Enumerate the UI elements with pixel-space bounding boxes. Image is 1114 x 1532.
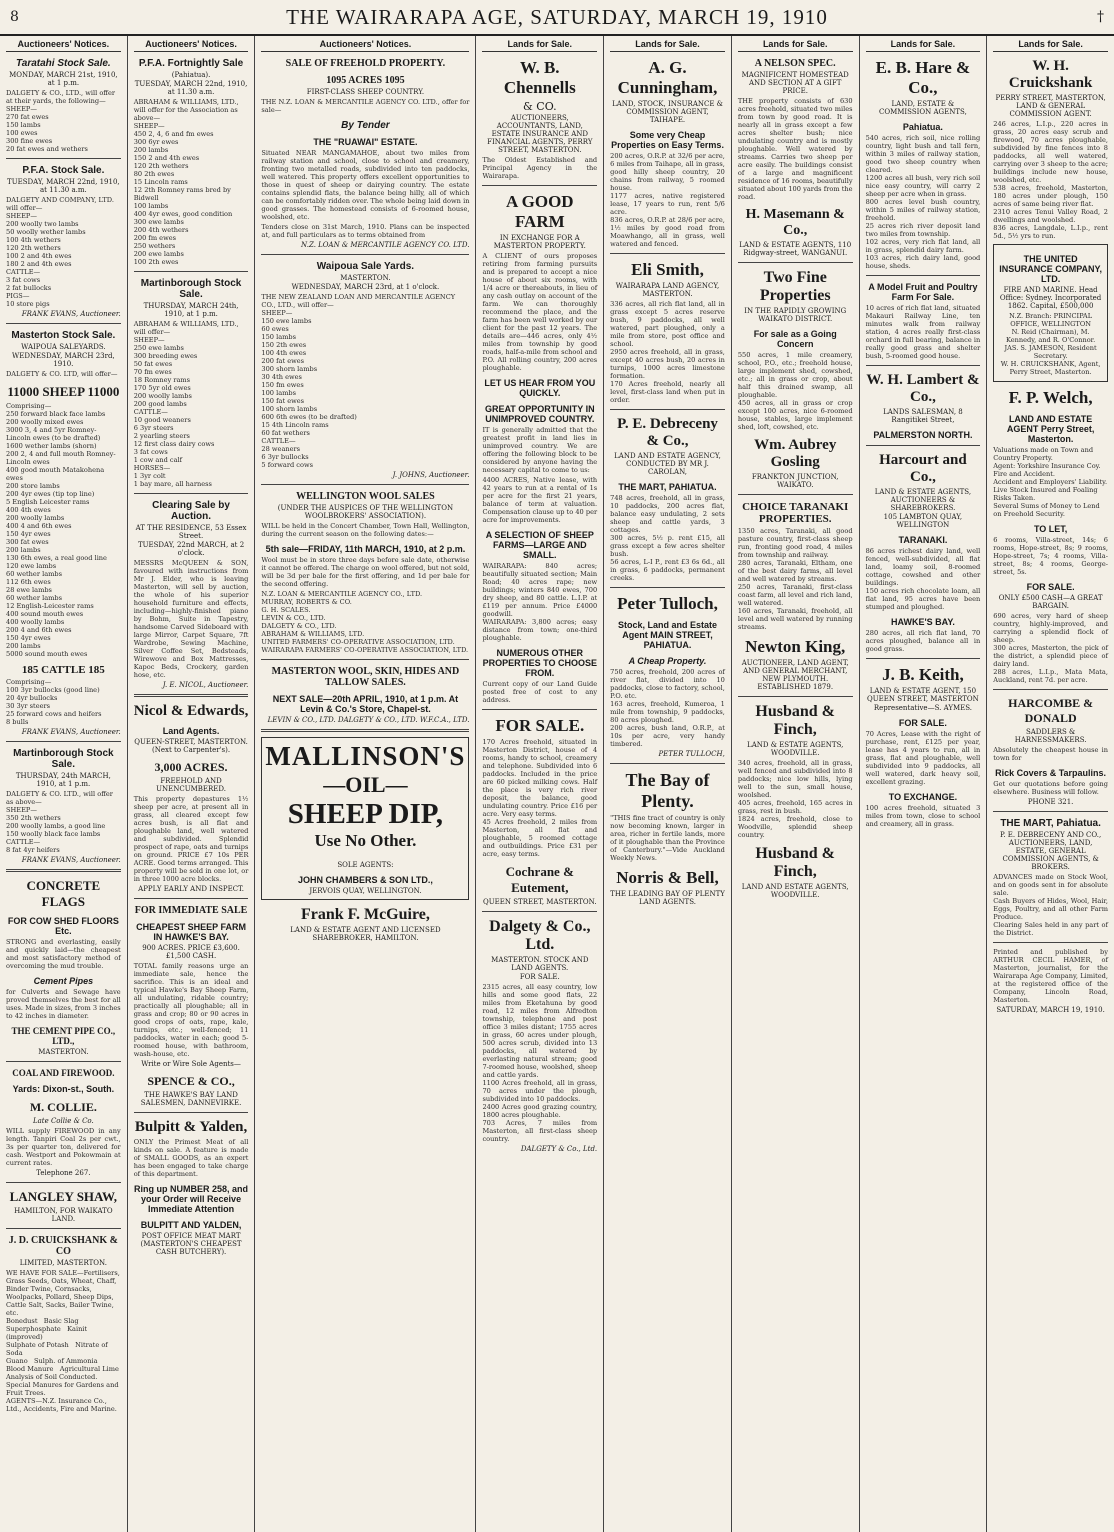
notice-signature: FRANK EVANS, Auctioneer. [21,856,121,864]
ad-title: W. H. Lambert & Co., [866,372,980,405]
notice-headline: 185 CATTLE 185 [21,664,105,676]
column-1 [0,36,128,1532]
ad-subtitle: ONLY £500 CASH—A GREAT BARGAIN. [998,594,1103,610]
ad-body: IT is generally admitted that the greatest profit in land lies in unimproved country. We are offering the following block to be considered by anyone having the necessary capital to come to us: [482,426,600,474]
ad-subtitle: P. E. DEBRECENY AND CO., AUCTIONEERS, LAND, ESTATE, GENERAL COMMISSION AGENTS, & BROKERS. [1000,831,1102,871]
notice-list: N.Z. LOAN & MERCANTILE AGENCY CO., LTD. MURRAY, ROBERTS & CO. G. H. SCALES. LEVIN & CO., LTD. DALGETY & CO., LTD. ABRAHAM & WILLIAMS, LTD. UNITED FARMERS' CO-OPERATIVE ASSOCIATION, LTD. WAIRARAPA FARMERS' CO-OPERATIVE ASSOCIATION, LTD. [261,590,469,654]
ad-subtitle: AUCTIONEER, LAND AGENT, AND GENERAL MERCHANT, NEW PLYMOUTH. ESTABLISHED 1879. [741,659,849,691]
ad-title: CHOICE TARANAKI PROPERTIES. [742,501,849,525]
notice-signature: FRANK EVANS, Auctioneer. [21,728,121,736]
column-4 [476,36,604,1532]
ad-subtitle: LANDS SALESMAN, 8 Rangitikei Street, [883,408,963,424]
ad-body: 750 acres, freehold, 200 acres of river flat, divided into 10 paddocks, close to factory, school, P.O. etc. 163 acres, freehold, Kumeroa, 1 mile from township, 9 paddocks, 80 acres ploughed. 200 acres, bush land, O.R.P., at 10s per acre, very handy timbered. [610,668,725,748]
ad-subtitle: FRANKTON JUNCTION, WAIKATO. [751,473,839,489]
notice-title: Martinborough Stock Sale. [140,278,242,300]
insurance-ad [993,244,1108,382]
notice-title: Martinborough Stock Sale. [13,748,114,770]
ad-title: THE MART, Pahiatua. [1000,818,1101,829]
notice-body: WILL be held in the Concert Chamber, Town Hall, Wellington, during the current season on the following dates:— [261,522,472,538]
notice-body: Comprising— 250 forward black face lambs 200 woolly mixed ewes 3000 3, 4 and 5yr Romney-Lincoln ewes (to be drafted) 1600 wether lambs (shorn) 200 2, 4 and full mouth Romney-Lincoln ewes 400 good mouth Matakohena ewes 200 store lambs 200 4yr ewes (tip top line) 5 English Leicester rams 400 4th ewes 200 woolly lambs 400 4 and 6th ewes 150 4yr ewes 300 fat ewes 200 lambs 130 6th ewes, a real good line 120 ewe lambs 60 wether lambs 112 6th ewes 28 ewe lambs 60 wether lambs 12 English-Leicester rams 400 sound mouth ewes 400 woolly lambs 200 4 and 6th ewes 150 4yr ewes 200 lambs 5000 sound mouth ewes [6,402,116,658]
notice-date: THURSDAY, 24th MARCH, 1910, at 1 p.m. [15,772,111,788]
ad-title: HARCOMBE & DONALD [1008,696,1094,725]
notice-headline: By Tender [341,120,390,131]
ad-body: THE property consists of 630 acres freehold, situated two miles from town by good road. It is nearly all in grass except a few acres shelter bush; nice undulating country and is mostly ploughable. Well watered by streams. Carries two sheep per acre easily. The buildings consist of a large and magnificent residence of 16 rooms, beautifully situated about 100 yards from the road. [737,97,855,201]
ad-body: STRONG and everlasting, easily and quickly laid—the cheapest and most satisfactory method of overcoming the mud trouble. [6,938,123,970]
ad-title: Peter Tulloch, [617,594,718,613]
ad-title: CONCRETE FLAGS [26,878,101,909]
ad-signature: DALGETY & Co., Ltd. [520,1145,598,1153]
notice-body: Wool must be in store three days before sale date, otherwise it cannot be offered. The charge on wool offered, but not sold, will be 3d per bale for the first offering, and 1d per bale for the second offering. [261,556,472,588]
notice-headline: 1095 ACRES 1095 [326,75,405,86]
ad-subtitle: POST OFFICE MEAT MART (MASTERTON'S CHEAPEST CASH BUTCHERY). [140,1232,242,1256]
ad-title: Dalgety & Co., Ltd. [489,918,591,953]
ad-headline: TO LET, [1033,524,1068,534]
notice-subtitle: (Pahiatua). [171,71,211,79]
ad-title: Newton King, [745,637,846,656]
ad-title: J. B. Keith, [882,665,964,684]
ad-subtitle: PALMERSTON NORTH. [873,430,973,440]
ad-body: 4400 ACRES, Native lease, with 42 years to run at a rental of 1s per acre for the first 21 years, balance of term at valuation. Compensation clause up to 40 per acre for improvements. [482,476,600,524]
ad-subtitle: CHEAPEST SHEEP FARM IN HAWKE'S BAY. [136,922,246,942]
ad-title: LANGLEY SHAW, [9,1189,118,1204]
notice-body: Situated NEAR MANGAMAHOE, about two miles from railway station and school, close to school and creamery, fronting two metalled roads, subdivided into ten paddocks, well watered. This property offers excellent opportunities to those in quest of sheep or dairying country. The estate contains splendid flats, the balance being hilly, all of which can be comfortably ridden over. The whole being laid down in good grasses. The homestead consists of 6-roomed house, woolshed, etc. [261,149,472,221]
ad-subtitle: FREEHOLD AND UNENCUMBERED. [156,777,226,793]
ad-title: M. COLLIE. [29,1100,97,1114]
ad-title: The Bay of Plenty. [625,770,710,811]
ad-subtitle: MAGNIFICENT HOMESTEAD AND SECTION AT A GIFT PRICE. [741,71,849,95]
ad-title: MALLINSON'S [265,741,466,771]
ad-subtitle: FOR SALE. [519,973,560,981]
ad-title: THE UNITED INSURANCE COMPANY, LTD. [999,254,1103,284]
ad-subtitle: QUEEN STREET, MASTERTON. [483,898,597,906]
ad-body: 690 acres, very hard of sheep country, highly-improved, and carrying a splendid flock of sheep. 300 acres, Masterton, the pick of the district, a splendid piece of dairy land. 288 acres, L.I.p., Mata Mata, Auckland, rent 7d. per acre. [993,612,1108,684]
notice-subtitle: AT THE RESIDENCE, 53 Essex Street. [135,524,247,540]
ad-subtitle: LAND AND ESTATE AGENTS, WOODVILLE. [741,883,849,899]
ad-title: E. B. Hare & Co., [875,58,971,97]
ad-title: FOR IMMEDIATE SALE [134,905,248,916]
ad-title: W. B. Chennells [503,58,576,97]
ad-subtitle: LAND & ESTATE AGENT AND LICENSED SHAREBROKER, HAMILTON. [290,926,441,942]
notice-subtitle: (UNDER THE AUSPICES OF THE WELLINGTON WOOLBROKERS' ASSOCIATION). [277,504,454,520]
notice-body: THE NEW ZEALAND LOAN AND MERCANTILE AGENCY CO., LTD., will offer— SHEEP— 150 ewe lambs 60 ewes 150 lambs 150 2th ewes 100 4th ewes 200 fat ewes 300 shorn lambs 30 4th ewes 150 fm ewes 100 lambs 150 fat ewes 100 shorn lambs 600 6th ewes (to be drafted) 15 4th Lincoln rams 60 fat wethers CATTLE— 28 weaners 6 3yr bullocks 5 forward cows [261,293,456,469]
column-5 [604,36,732,1532]
ad-subtitle: FOR COW SHED FLOORS Etc. [7,916,119,936]
column-header: Lands for Sale. [866,39,981,52]
ad-title: Bulpitt & Yalden, [134,1119,248,1135]
column-header: Lands for Sale. [610,39,725,52]
ad-body: 550 acres, 1 mile creamery, school, P.O., etc.; freehold house, large implement shed, cowshed, etc.; all in grass or crop, about half this drained swamp, all ploughable. 450 acres, all in grass or crop except 100 acres, nice 6-roomed house, stables, large implement shed, loft, cowshed, etc. [737,351,853,431]
column-header: Auctioneers' Notices. [134,39,249,52]
notice-title: P.F.A. Stock Sale. [22,165,105,176]
ad-headline: HAWKE'S BAY. [891,617,955,627]
ad-body: TOTAL family reasons urge an immediate sale, hence the sacrifice. This is an ideal and typical Hawke's Bay Sheep Farm, all undulating, ridable country; practically all ploughable; all in grass and crop; 80 or 90 acres in good crops of oats, rape, kale, turnips, etc.; well-fenced; 11 paddocks, water in each; good 5-roomed house, with bathroom, wash-house, etc. [133,962,251,1058]
ad-body: 170 Acres freehold, situated in Masterton District, house of 4 rooms, handy to school, creamery and telephone. Subdivided into 6 paddocks. Included in the price are 60 picked milking cows. Half the place is very rich river deposit, the balance, good undulating country. Price £16 per acre. Very easy terms. 45 Acres freehold, 2 miles from Masterton, all flat and ploughable, 5 roomed cottage and outbuildings. Price £31 per acre, easy terms. [482,738,598,858]
ad-subtitle: SADDLERS & HARNESSMAKERS. [1014,728,1087,744]
notice-title: MASTERTON WOOL, SKIN, HIDES AND TALLOW SALES. [271,666,460,688]
ad-subtitle: Pahiatua. [902,122,943,132]
ad-title: SPENCE & CO., [147,1074,235,1088]
ad-subtitle: LAND, ESTATE & COMMISSION AGENTS, [878,100,967,116]
column-header: Auctioneers' Notices. [6,39,121,52]
ad-subtitle: LAND AND ESTATE AGENCY, CONDUCTED BY MR J. CAROLAN, [614,452,721,476]
ad-agents: JOHN CHAMBERS & SON LTD., [298,875,433,885]
ad-subtitle: Stock, Land and Estate Agent MAIN STREET, PAHIATUA. [617,620,718,650]
notice-body: DALGETY AND COMPANY, LTD. will offer— SHEEP— 200 woolly two lambs 50 woolly wether lambs 100 4th wethers 120 2th wethers 100 2 and 4th ewes 180 2 and 4th ewes CATTLE— 3 fat cows 2 fat bullocks PIGS— 10 store pigs [6,196,114,308]
ad-subtitle: IN EXCHANGE FOR A MASTERTON PROPERTY. [493,234,586,250]
ad-subtitle: LAND & ESTATE AGENTS, 110 Ridgway-street, WANGANUI. [739,241,852,257]
column-6 [732,36,860,1532]
ad-title: Nicol & Edwards, [133,703,249,719]
ad-title: A NELSON SPEC. [754,58,836,69]
ad-title: F. P. Welch, [1008,388,1093,407]
ad-subtitle: WAIRARAPA LAND AGENCY, MASTERTON. [615,282,720,298]
notice-body: MESSRS McQUEEN & SON, favoured with instructions from Mr J. Elder, who is leaving Masterton, will sell by auction, the whole of his superior household furniture and effects, including—highly-finished piano by Bohm, Suite in Tapestry, handsome Carved Sideboard with large Mirror, Carpet Square, 7ft Wardrobe, Sewing Machine, Silver Coffee Set, Bedsteads, Wirewove and Box Mattresses, Kapoc Beds, Crockery, garden hose, etc. [133,559,251,679]
column-header: Auctioneers' Notices. [261,39,469,52]
ad-body: Get our quotations before going elsewhere. Business will follow. [993,780,1111,796]
ad-body: 336 acres, all rich flat land, all in grass except 5 acres reserve bush, 9 paddocks, all well watered, part ploughed, only a mile from store, post office and school. 2950 acres freehold, all in grass, except 40 acres bush, 20 acres in turnips, 1000 acres limestone formation. 170 Acres freehold, nearly all level, first-class land when put in order. [610,300,725,404]
ad-subtitle: MASTERTON. STOCK AND LAND AGENTS. [491,956,589,972]
ad-title: —OIL— [323,772,408,797]
ad-title: J. D. CRUICKSHANK & CO [8,1235,118,1257]
ad-subtitle: SOLE AGENTS: [337,861,394,869]
ad-body: 340 acres, freehold, all in grass, well fenced and subdivided into 8 paddocks; nice low hills, lying well to the sun, small house, woolshed. 405 acres, freehold, 165 acres in grass, rest in bush. 1824 acres, freehold, close to Woodville, splendid sheep country. [737,759,853,839]
ad-subtitle: THE LEADING BAY OF PLENTY LAND AGENTS. [610,890,725,906]
column-header: Lands for Sale. [993,39,1108,52]
ad-address: QUEEN-STREET, MASTERTON. (Next to Carpenter's). [134,738,248,754]
notice-title: WELLINGTON WOOL SALES [296,491,435,502]
column-2 [128,36,256,1532]
ad-telephone: Telephone 267. [36,1169,91,1177]
notice-signature: N.Z. LOAN & MERCANTILE AGENCY CO. LTD. [301,241,470,249]
ad-title: Eli Smith, [631,260,704,279]
ad-title: A Model Fruit and Poultry Farm For Sale. [868,282,978,302]
notice-title: Waipoua Sale Yards. [316,261,415,272]
ad-headline: Ring up NUMBER 258, and your Order will Receive Immediate Attention [134,1184,249,1214]
dagger-icon: † [1097,9,1104,25]
notice-headline: 11000 SHEEP 11000 [7,384,120,399]
ad-body: Valuations made on Town and Country Property. Agent: Yorkshire Insurance Coy. Fire and Accident. Accident and Employers' Liability. Live Stock Insured and Foaling Risks Taken. Several Sums of Money to Lend on Freehold Security. [993,446,1108,518]
notice-date: TUESDAY, MARCH 22nd, 1910, at 11.30 a.m. [7,178,120,194]
ad-call-to-action: LET US HEAR FROM YOU QUICKLY. [484,378,596,398]
ad-subtitle: Cement Pipes [33,976,94,986]
notice-intro: DALGETY & CO. LTD, will offer— [6,370,118,378]
ad-title: Husband & Finch, [755,703,835,738]
masthead [0,0,1114,36]
ad-subtitle: LAND & ESTATE AGENTS, WOODVILLE. [747,741,844,757]
notice-subtitle: WAIPOUA SALEYARDS. [21,343,106,351]
ad-headline: Some very Cheap Properties on Easy Terms. [611,130,724,150]
ad-title: P. E. Debreceny & Co., [617,416,718,449]
ad-subtitle: NUMEROUS OTHER PROPERTIES TO CHOOSE FROM. [482,648,597,678]
ad-body: 10 acres of rich flat land, situated Makauri Railway Line, ten minutes walk from railway station, 4 acres really first-class orchard in full bearing, balance in really good grass and shelter bush, 5-roomed good house. [865,304,983,360]
ad-body: The Oldest Established and Principal Agency in the Wairarapa. [482,156,600,180]
ad-title: COAL AND FIREWOOD. [12,1068,115,1078]
ad-subtitle: LAND & ESTATE AGENTS, AUCTIONEERS & SHAREBROKERS. [874,488,972,512]
ad-headline: 3,000 ACRES. [154,760,228,774]
ad-subtitle: THE HAWKE'S BAY LAND SALESMEN, DANNEVIRKE. [140,1091,242,1107]
ad-title: Two Fine Properties [759,269,831,304]
ad-title: Frank F. McGuire, [300,906,430,923]
ad-body: 280 acres, all rich flat land, 70 acres ploughed, balance all in good grass. [865,629,983,653]
ad-subtitle: GREAT OPPORTUNITY IN UNIMPROVED COUNTRY. [484,404,595,424]
ad-title: SHEEP DIP, [287,798,444,830]
notice-date: TUESDAY, MARCH 22nd, 1910, at 11.30 a.m. [134,80,248,96]
ad-subtitle: LIMITED, MASTERTON. [19,1259,107,1267]
ad-subtitle: HAMILTON, FOR WAIKATO LAND. [14,1207,113,1223]
mallinson-ad [261,737,469,900]
ad-slogan: Use No Other. [314,831,417,850]
ad-headline: FOR SALE. [898,718,947,728]
notice-subtitle: MASTERTON. [340,274,391,282]
ad-subtitle: LAND AND ESTATE AGENT Perry Street, Masterton. [1006,414,1095,444]
printer-imprint: Printed and published by ARTHUR CECIL HAMER, of Masterton, journalist, for the Wairarapa Age Company, Limited, at the registered office of the Company, Lincoln Road, Masterton. [993,948,1111,1004]
ad-subtitle: Late Collie & Co. [32,1117,94,1125]
ad-body: A CLIENT of ours proposes retiring from farming pursuits and is prepared to accept a nice house of about six rooms, with 1/4 acre or thereabouts, in lieu of any cash outlay on account of the farm. We can thoroughly recommend the place, and the farm has been well worked by our client for the past 12 years. The details are—446 acres, only 4½ miles from township by good roads, half-a-mile from school and P.O. All rolling country, 200 acres ploughable. [482,252,600,372]
ad-title: A GOOD FARM [506,192,574,231]
ad-title: Cochrane & Eutement, [505,864,574,895]
column-8 [987,36,1114,1532]
column-header: Lands for Sale. [738,39,853,52]
ad-title: A. G. Cunningham, [617,58,718,97]
ad-subtitle: Land Agents. [162,726,220,736]
ad-body: Current copy of our Land Guide posted free of cost to any address. [482,680,600,704]
page-number: 8 [10,9,19,25]
columns [0,36,1114,1532]
column-3 [255,36,476,1532]
ad-body: 246 acres, L.I.p., 220 acres in grass, 20 acres easy scrub and firewood, 70 acres ploughable, subdivided by fine fences into 8 paddocks, all well watered, carrying over 3 sheep to the acre; buildings include new house, woolshed, etc. 538 acres, freehold, Masterton, 180 acres under plough, 150 acres of same being river flat. 2310 acres Tenui Valley Road, 2 dwellings and woolshed. 836 acres, Langdale, L.I.p., rent 5d., 5½ yrs to run. [993,120,1108,240]
ad-body: This property depastures 1½ sheep per acre, at present all in grass, all cleared except few acres bush, is all flat and ploughable land, well watered and subdivided. Splendid prospect of rape, oats and turnips on ground. PRICE £7 10s PER ACRE. Good terms arranged. This property will be sold in one lot, or in three 1000 acre blocks. [133,795,251,883]
notice-body: ABRAHAM & WILLIAMS, LTD., will offer— SHEEP— 250 ewe lambs 300 breeding ewes 50 fat ewes 70 fm ewes 18 Romney rams 170 5yr old ewes 200 woolly lambs 200 good lambs CATTLE— 10 good weaners 6 3yr steers 2 yearling steers 12 first class dairy cows 3 fat cows 1 cow and calf HORSES— 1 3yr colt 1 bay mare, all harness [133,320,239,488]
ad-title: THE CEMENT PIPE CO., LTD., [11,1026,116,1046]
ad-body: N.Z. Branch: PRINCIPAL OFFICE, WELLINGTON N. Reid (Chairman), M. Kennedy, and R. O'Connor. JAS. S. JAMESON, Resident Secretary. W. H. CRUICKSHANK, Agent, Perry Street, Masterton. [1000,312,1101,376]
ad-call-to-action: APPLY EARLY AND INSPECT. [138,885,244,893]
ad-headline: FOR SALE. [1026,582,1075,592]
notice-body: Tenders close on 31st March, 1910. Plans can be inspected at, and full particulars as to terms obtained from [261,223,472,239]
ad-body: Absolutely the cheapest house in town for [993,746,1111,762]
notice-signature: FRANK EVANS, Auctioneer. [21,310,121,318]
ad-signature: PETER TULLOCH, [658,750,725,758]
ad-headline: 900 ACRES. PRICE £3,600. £1,500 CASH. [142,944,240,960]
ad-body: 748 acres, freehold, all in grass, 10 paddocks, 200 acres flat, balance easy undulating, 2 sets sheep and cattle yards, 3 cottages. 300 acres, 5½ p. rent £15, all grass except a few acres shelter bush. 56 acres, L-I P., rent £3 6s 6d., all in grass, 6 paddocks, permanent creeks. [610,494,725,582]
ad-subtitle: MASTERTON. [38,1048,89,1056]
notice-subtitle: FIRST-CLASS SHEEP COUNTRY. [306,88,425,96]
ad-body: 86 acres richest dairy land, well fenced, well-subdivided, all flat land, loamy soil, 8-roomed cottage, cowshed and other buildings. 150 acres rich chocolate loam, all flat land, 95 acres have been stumped and ploughed. [865,547,981,611]
notice-body: Comprising— 100 3yr bullocks (good line) 20 4yr bullocks 30 3yr steers 25 forward cows and heifers 8 bulls [6,678,102,726]
ad-call-to-action: Write or Wire Sole Agents— [141,1060,241,1068]
ad-body: WAIRARAPA: 840 acres; beautifully situated section; Main Road; 40 acres rape; new buildings; winters 840 ewes, 700 dry sheep, and 80 cattle. L.I.P. at £119 per annum. Price £4000 goodwill. WAIRARAPA: 3,800 acres; easy distance from town; one-third ploughable. [482,562,598,642]
notice-title: P.F.A. Fortnightly Sale [138,58,244,69]
notice-date: THURSDAY, MARCH 24th, 1910, at 1 p.m. [143,302,239,318]
ad-title: H. Masemann & Co., [745,207,845,238]
notice-title: Masterton Stock Sale. [11,330,116,341]
ad-headline: Rick Covers & Tarpaulins. [995,768,1107,778]
ad-body: 540 acres, rich soil, nice rolling country, light bush and tall fern, within 3 miles of railway station, good two sheep country when cleared. 1200 acres all bush, very rich soil nice easy country, will carry 2 sheep per acre when in grass. 800 acres level bush country, within 5 miles of railway station, freehold. 25 acres rich river deposit land two miles from township. 102 acres, very rich flat land, all in grass, splendid dairy farm. 103 acres, rich dairy land, good house, sheds. [865,134,981,270]
ad-address: 105 LAMBTON QUAY, WELLINGTON [883,513,963,529]
column-7 [860,36,988,1532]
ad-subtitle: AUCTIONEERS, ACCOUNTANTS, LAND, ESTATE INSURANCE AND FINANCIAL AGENTS, PERRY STREET, MASTERTON. [487,114,593,154]
ad-headline: A Cheap Property. [628,656,707,666]
ad-subtitle: & CO. [523,100,557,113]
notice-headline: THE "RUAWAI" ESTATE. [313,137,418,147]
notice-date: TUESDAY, 22nd MARCH, at 2 o'clock. [137,541,245,557]
notice-signature: J. JOHNS, Auctioneer. [392,471,470,479]
ad-subtitle: THE MART, PAHIATUA. [618,482,717,492]
ad-title: Husband & Finch, [755,845,835,880]
notice-date: MONDAY, MARCH 21st, 1910, at 1 p.m. [9,71,118,87]
column-header: Lands for Sale. [482,39,597,52]
notice-signature: J. E. NICOL, Auctioneer. [162,681,249,689]
notice-title: Clearing Sale by Auction. [152,500,230,522]
ad-address: JERVOIS QUAY, WELLINGTON. [309,887,422,895]
notice-body: ABRAHAM & WILLIAMS, LTD., will offer for the Association as above— SHEEP— 450 2, 4, 6 and fm ewes 300 6yr ewes 200 lambs 150 2 and 4th ewes 120 2th wethers 80 2th ewes 15 Lincoln rams 12 2th Romney rams bred by Bidwell 100 lambs 400 4yr ewes, good condition 300 ewe lambs 200 4th wethers 200 fm ewes 250 wethers 200 ewe lambs 100 2th ewes [133,98,239,266]
ad-body: ONLY the Primest Meat of all kinds on sale. A feature is made of SMALL GOODS, as an expert has been engaged to take charge of this department. [133,1138,251,1178]
notice-body: NEXT SALE—20th APRIL, 1910, at 1 p.m. At Levin & Co.'s Store, Chapel-st. [272,694,459,714]
ad-subtitle: LAND & ESTATE AGENT, 150 QUEEN STREET, MASTERTON [867,687,979,703]
ad-body: 6 rooms, Villa-street, 14s; 6 rooms, Hope-street, 8s; 9 rooms, Hope-street, 7s; 4 rooms, Villa-street, 8s; 4 rooms, George-street, 5s. [993,536,1111,576]
ad-subtitle: A SELECTION OF SHEEP FARMS—LARGE AND SMALL. [485,530,594,560]
ad-body: 70 Acres, Lease with the right of purchase, rent, £125 per year, lease has 4 years to run, all in grass, flat and ploughable, well subdivided into 9 paddocks, all well watered, dark heavy soil, excellent grazing. [865,730,983,786]
ad-body: 200 acres, O.R.P. at 32/6 per acre, 6 miles from Taihape, all in grass, good hilly sheep country, 20 chains from railway, 5 roomed house. 1177 acres, native registered lease, 17 years to run, rent 5/6 acre. 836 acres, O.R.P. at 28/6 per acre, 1½ miles by good road from Moawhango, all in grass, well watered and fenced. [610,152,725,248]
notice-date: 5th sale—FRIDAY, 11th MARCH, 1910, at 2 p.m. [265,544,466,554]
ad-title: W. H. Cruickshank [1008,58,1093,91]
notice-body: DALGETY & CO. LTD., will offer as above— SHEEP— 350 2th wethers 200 woolly lambs, a good line 150 woolly black face lambs CATTLE— 8 fat 4yr heifers [6,790,113,854]
ad-title: Wm. Aubrey Gosling [754,437,837,470]
ad-headline: TO EXCHANGE. [888,792,958,802]
ad-subtitle: Representative—S. AYMES. [873,704,973,712]
notice-title: SALE OF FREEHOLD PROPERTY. [285,58,446,69]
ad-body: 1350 acres, Taranaki, all good pasture country, first-class sheep run, fronting good road, 4 miles from township and railway. 280 acres, Taranaki, Eltham, one of the best dairy farms, all level and well watered by streams. 250 acres, Taranaki, first-class coast farm, all level and rich land, well watered. 160 acres, Taranaki, freehold, all level and well watered by running streams. [737,527,853,631]
ad-body: WE HAVE FOR SALE—Fertilisers, Grass Seeds, Oats, Wheat, Chaff, Binder Twine, Cornsacks, Woolpacks, Pollard, Sheep Dips, Cattle Salt, Sacks, Bailer Twine, etc. Bonedust Basic Slag Superphosphate Kainit (improved) Sulphate of Potash Nitrate of Soda Guano Sulph. of Ammonia Blood Manure Agricultural Lime Analysis of Soil Conducted. Special Manures for Gardens and Fruit Trees. AGENTS—N.Z. Insurance Co., Ltd., Accidents, Fire and Marine. [6,1269,120,1413]
ad-body: ADVANCES made on Stock Wool, and on goods sent in for absolute sale. Cash Buyers of Hides, Wool, Hair, Eggs, Poultry, and all other Farm Produce. Clearing Sales held in any part of the District. [993,873,1108,937]
notice-body: THE N.Z. LOAN & MERCANTILE AGENCY CO. LTD., offer for sale— [261,98,472,114]
ad-body: WILL supply FIREWOOD in any length. Tanpiri Coal 2s per cwt., 3s per quarter ton, delivered for cash. Westport and Pokowmain at current rates. [6,1127,123,1167]
ad-body: "THIS fine tract of country is only now becoming known, larger in area, richer in fertile lands, more of it ploughable than the Province of Canterbury."—Vide Auckland Weekly News. [610,814,727,862]
imprint-date: SATURDAY, MARCH 19, 1910. [996,1006,1105,1014]
ad-subtitle: PERRY STREET, MASTERTON, LAND & GENERAL COMMISSION AGENT. [995,94,1106,118]
ad-body: 2315 acres, all easy country, low hills and some good flats, 22 miles from Eketahuna by good road, 12 miles from Alfredton township, telephone and post office 3 miles distant; 1755 acres in grass, 60 acres under plough, 500 acres scrub, divided into 13 paddocks, all watered by everlasting natural stream; good 7-roomed house, woolshed, sheep and cattle yards. 1100 Acres freehold, all in grass, 70 acres under the plough, subdivided into 10 paddocks. 2400 Acres good grazing country, 1800 acres ploughable. 703 Acres, 7 miles from Masterton, all first-class sheep country. [482,983,598,1143]
page-title: THE WAIRARAPA AGE, SATURDAY, MARCH 19, 1910 [286,4,828,29]
ad-body: 100 acres freehold, situated 3 miles from town, close to school and creamery, all in grass. [865,804,983,828]
ad-title: Harcourt and Co., [879,452,967,485]
notice-date: WEDNESDAY, MARCH 23rd, at 1 o'clock. [291,283,440,291]
ad-subtitle: LAND, STOCK, INSURANCE & COMMISSION AGENT, TAIHAPE. [612,100,723,124]
ad-title: FOR SALE. [495,716,585,735]
ad-headline: For sale as a Going Concern [753,329,837,349]
notice-body: DALGETY & CO., LTD., will offer at their yards, the following— SHEEP— 270 fat ewes 150 lambs 100 ewes 300 fine ewes 20 fat ewes and wethers [6,89,116,153]
ad-headline: TARANAKI. [898,535,948,545]
notice-signature: LEVIN & CO., LTD. DALGETY & CO., LTD. W.F.C.A., LTD. [267,716,470,724]
ad-subtitle: IN THE RAPIDLY GROWING WAIKATO DISTRICT. [744,307,847,323]
notice-title: Taratahi Stock Sale. [16,58,111,69]
ad-title: Norris & Bell, [616,868,719,887]
notice-date: WEDNESDAY, MARCH 23rd, 1910. [12,352,115,368]
ad-subtitle: Yards: Dixon-st., South. [12,1084,115,1094]
ad-subtitle: FIRE AND MARINE. Head Office: Sydney. Incorporated 1862. Capital, £500,000 [999,286,1102,310]
ad-title: BULPITT AND YALDEN, [140,1220,242,1230]
ad-telephone: PHONE 321. [1027,798,1074,806]
ad-body: for Culverts and Sewage have proved themselves the best for all uses. Made in sizes, from 3 inches to 42 inches in diameter. [6,988,123,1020]
